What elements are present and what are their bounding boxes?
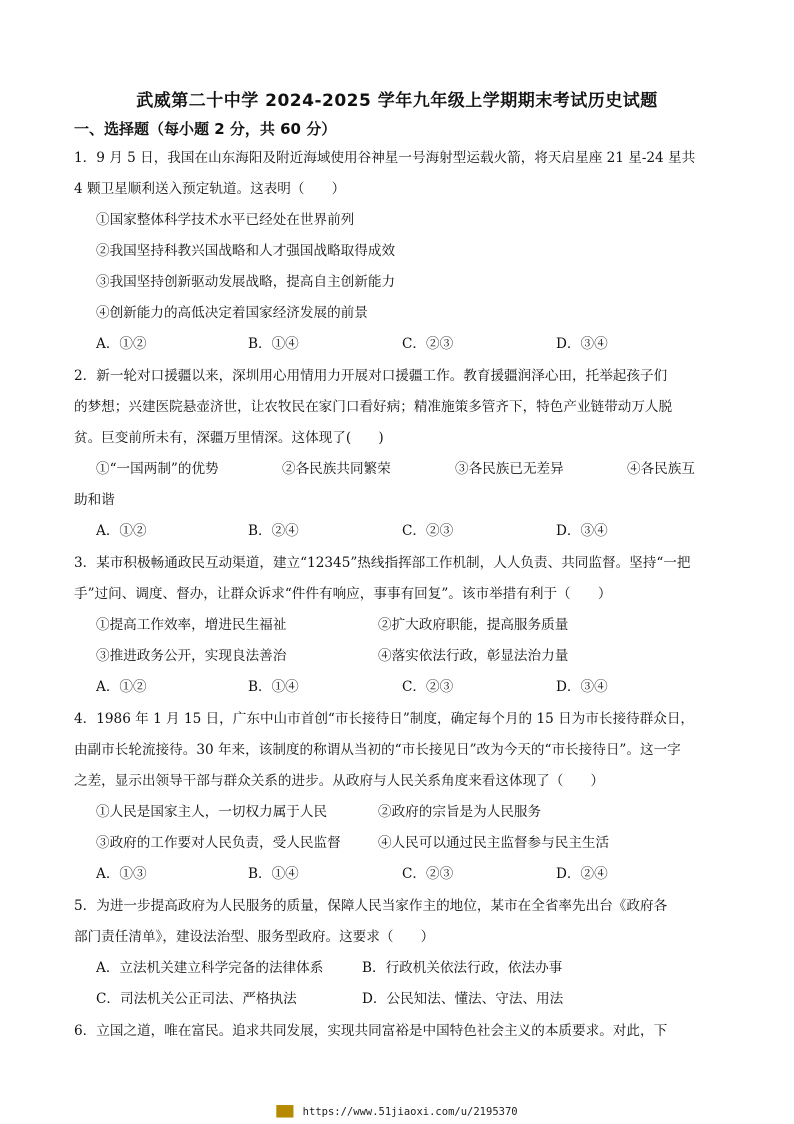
q3-option-b[interactable]: B．①④ xyxy=(248,679,299,695)
q3-option-a[interactable]: A．①② xyxy=(96,679,147,695)
footer-watermark xyxy=(0,1106,794,1118)
q4-option-a[interactable]: A．①③ xyxy=(96,866,147,882)
q5-option-b[interactable]: B．行政机关依法行政，依法办事 xyxy=(362,960,563,976)
q3-item-3: ③推进政务公开，实现良法善治 xyxy=(96,648,287,664)
q3-stem-line-1: 3．某市积极畅通政民互动渠道，建立“12345”热线指挥部工作机制，人人负责、共同监督。坚持“一把 xyxy=(74,555,691,571)
q4-option-c[interactable]: C．②③ xyxy=(402,866,454,882)
q4-item-3: ③政府的工作要对人民负责，受人民监督 xyxy=(96,835,341,851)
q1-stem-line-1: 1．9 月 5 日，我国在山东海阳及附近海域使用谷神星一号海射型运载火箭，将天启星座 21 星-24 星共 xyxy=(74,150,696,166)
q2-option-d[interactable]: D．③④ xyxy=(556,523,608,539)
q5-option-a[interactable]: A．立法机关建立科学完备的法律体系 xyxy=(96,960,324,976)
q3-item-1: ①提高工作效率，增进民生福祉 xyxy=(96,617,287,633)
q1-item-1: ①国家整体科学技术水平已经处在世界前列 xyxy=(96,212,355,228)
q4-item-1: ①人民是国家主人，一切权力属于人民 xyxy=(96,804,328,820)
q1-option-a[interactable]: A．①② xyxy=(96,336,147,352)
q4-stem-line-1: 4．1986 年 1 月 15 日，广东中山市首创“市长接待日”制度，确定每个月的 15 日为市长接待群众日， xyxy=(74,711,695,727)
q3-item-2: ②扩大政府职能，提高服务质量 xyxy=(378,617,569,633)
q1-option-c[interactable]: C．②③ xyxy=(402,336,454,352)
q5-option-c[interactable]: C．司法机关公正司法、严格执法 xyxy=(96,991,297,1007)
q2-stem-line-3: 贫。巨变前所未有，深疆万里情深。这体现了( ) xyxy=(74,430,384,446)
q1-item-2: ②我国坚持科教兴国战略和人才强国战略取得成效 xyxy=(96,243,396,259)
q2-stem-line-1: 2．新一轮对口援疆以来，深圳用心用情用力开展对口援疆工作。教育援疆润泽心田，托举起孩子们 xyxy=(74,368,668,384)
page-title: 武威第二十中学 2024-2025 学年九年级上学期期末考试历史试题 xyxy=(136,91,658,111)
q3-option-d[interactable]: D．③④ xyxy=(556,679,608,695)
q2-item-2: ②各民族共同繁荣 xyxy=(282,461,391,477)
q1-stem-line-2: 4 颗卫星顺利送入预定轨道。这表明（ ） xyxy=(74,181,346,197)
q4-stem-line-2: 由副市长轮流接待。30 年来，该制度的称谓从当初的“市长接见日”改为今天的“市长接待日”。这一字 xyxy=(74,742,681,758)
section-heading: 一、选择题（每小题 2 分，共 60 分） xyxy=(74,120,337,138)
q3-option-c[interactable]: C．②③ xyxy=(402,679,454,695)
q1-option-b[interactable]: B．①④ xyxy=(248,336,299,352)
q1-item-4: ④创新能力的高低决定着国家经济发展的前景 xyxy=(96,305,368,321)
q1-option-d[interactable]: D．③④ xyxy=(556,336,608,352)
q2-item-3: ③各民族已无差异 xyxy=(455,461,564,477)
footer-marks: ███ xyxy=(276,1106,293,1118)
q6-stem-line-1: 6．立国之道，唯在富民。追求共同发展，实现共同富裕是中国特色社会主义的本质要求。对此，下 xyxy=(74,1023,668,1039)
q2-option-c[interactable]: C．②③ xyxy=(402,523,454,539)
q5-stem-line-1: 5．为进一步提高政府为人民服务的质量，保障人民当家作主的地位，某市在全省率先出台《政府各 xyxy=(74,898,668,914)
q2-item-1: ①“一国两制”的优势 xyxy=(96,461,219,477)
q3-item-4: ④落实依法行政，彰显法治力量 xyxy=(378,648,569,664)
q2-stem-line-2: 的梦想；兴建医院悬壶济世，让农牧民在家门口看好病；精准施策多管齐下，特色产业链带动万人脱 xyxy=(74,399,673,415)
q2-option-b[interactable]: B．②④ xyxy=(248,523,299,539)
q5-stem-line-2: 部门责任清单》，建设法治型、服务型政府。这要求（ ） xyxy=(74,929,435,945)
q4-option-b[interactable]: B．①④ xyxy=(248,866,299,882)
q2-option-a[interactable]: A．①② xyxy=(96,523,147,539)
q5-option-d[interactable]: D．公民知法、懂法、守法、用法 xyxy=(362,991,564,1007)
q4-item-2: ②政府的宗旨是为人民服务 xyxy=(378,804,542,820)
q4-stem-line-3: 之差，显示出领导干部与群众关系的进步。从政府与人民关系角度来看这体现了（ ） xyxy=(74,773,605,789)
q1-item-3: ③我国坚持创新驱动发展战略，提高自主创新能力 xyxy=(96,274,396,290)
q2-item-4: ④各民族互 xyxy=(627,461,695,477)
footer-url[interactable]: https://www.51jiaoxi.com/u/2195370 xyxy=(302,1106,518,1118)
q2-item-4-wrap: 助和谐 xyxy=(74,492,115,508)
q4-option-d[interactable]: D．②④ xyxy=(556,866,608,882)
q4-item-4: ④人民可以通过民主监督参与民主生活 xyxy=(378,835,610,851)
q3-stem-line-2: 手”过问、调度、督办，让群众诉求“件件有响应，事事有回复”。该市举措有利于（ ） xyxy=(74,586,612,602)
